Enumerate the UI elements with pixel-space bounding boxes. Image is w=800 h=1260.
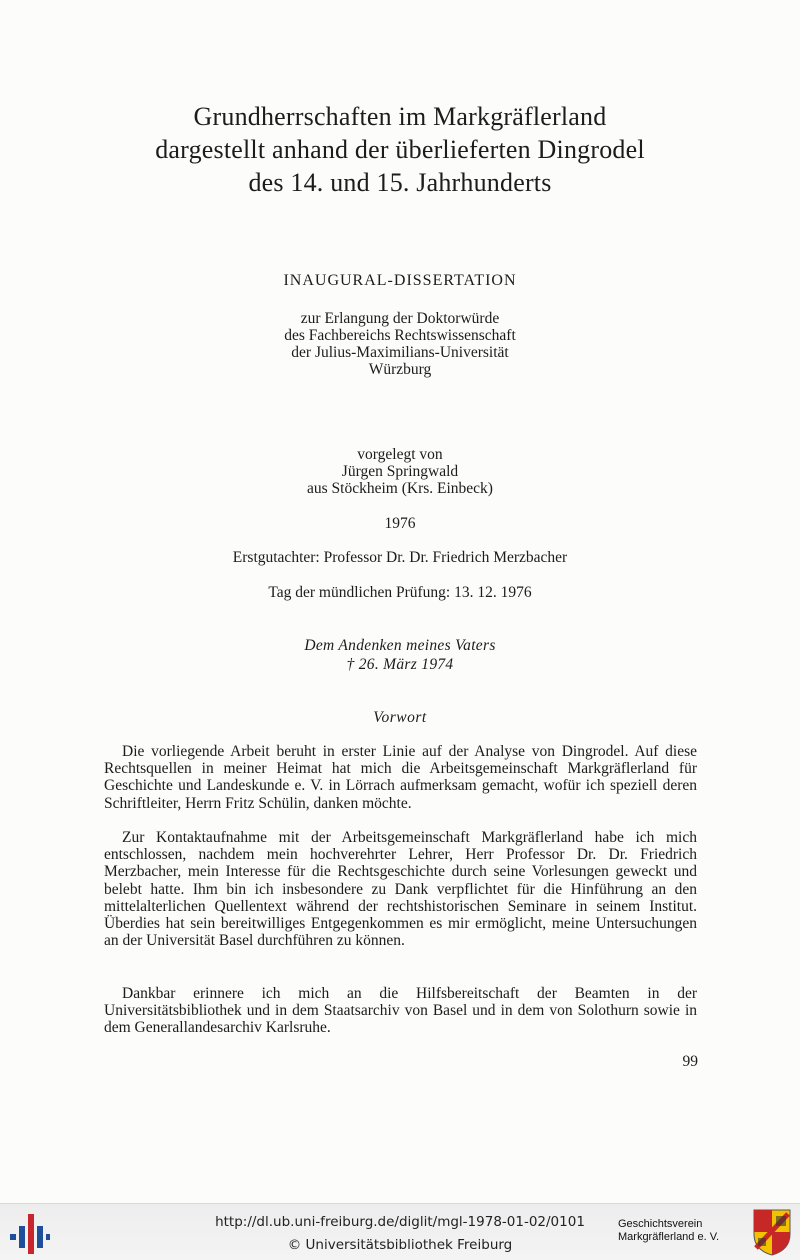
author-line-3: aus Stöckheim (Krs. Einbeck) (307, 480, 493, 497)
paragraph-text: Dankbar erinnere ich mich an die Hilfsbereitschaft der Beamten in der Universitätsbibliothek und in dem Staatsarchiv von Basel und in dem von Solothurn sowie in dem Generallandesarchiv Karlsruhe. (104, 985, 697, 1037)
author-line-1: vorgelegt von (357, 446, 443, 463)
society-line-2: Markgräflerland e. V. (618, 1231, 720, 1243)
degree-line-3: der Julius-Maximilians-Universität (291, 344, 509, 361)
coat-of-arms-icon (752, 1208, 792, 1256)
author-block (0, 446, 800, 497)
dedication-line-1: Dem Andenken meines Vaters (304, 637, 496, 654)
degree-info (0, 310, 800, 378)
degree-line-4: Würzburg (368, 361, 432, 378)
dedication-line-2: † 26. März 1974 (346, 656, 454, 673)
foreword-heading: Vorwort (373, 709, 427, 726)
foreword-paragraph-2 (104, 829, 697, 949)
paragraph-text: Zur Kontaktaufnahme mit der Arbeitsgemeinschaft Markgräflerland habe ich mich entschlossen, nachdem mein hochverehrter Lehrer, Herr Professor Dr. Dr. Friedrich Merzbacher, mein Interesse für die Rechtsgeschichte durch seine Vorlesungen geweckt und belebt hatte. Ihm bin ich insbesondere zu Dank verpflichtet für die Hinführung an den mittelalterlichen Quellentext während der rechtshistorischen Seminare in seinem Institut. Überdies hat sein bereitwilliges Entgegenkommen es mir ermöglicht, meine Untersuchungen an der Universität Basel durchführen zu können. (104, 829, 697, 950)
paragraph-text: Die vorliegende Arbeit beruht in erster Linie auf der Analyse von Dingrodel. Auf diese Rechtsquellen in meiner Heimat hat mich die Arbeitsgemeinschaft Markgräflerland für Geschichte und Landeskunde e. V. in Lörrach aufmerksam gemacht, wofür ich speziell deren Schriftleiter, Herrn Fritz Schülin, danken möchte. (104, 743, 697, 812)
degree-line-1: zur Erlangung der Doktorwürde (300, 310, 500, 327)
author-line-2: Jürgen Springwald (341, 463, 459, 480)
page-number: 99 (682, 1053, 698, 1070)
ub-freiburg-logo-icon[interactable] (10, 1212, 50, 1256)
year: 1976 (384, 515, 416, 532)
first-reviewer: Erstgutachter: Professor Dr. Dr. Friedrich Merzbacher (232, 549, 568, 566)
footer-bar (0, 1203, 800, 1260)
title-line-1: Grundherrschaften im Markgräflerland (193, 102, 607, 131)
document-url-link[interactable]: http://dl.ub.uni-freiburg.de/diglit/mgl-1978-01-02/0101 (215, 1214, 585, 1230)
dissertation-label: INAUGURAL-DISSERTATION (283, 272, 517, 289)
title-line-2: dargestellt anhand der überlieferten Dingrodel (155, 135, 645, 164)
copyright-text: © Universitätsbibliothek Freiburg (287, 1237, 513, 1253)
title-line-3: des 14. und 15. Jahrhunderts (248, 168, 552, 197)
exam-date: Tag der mündlichen Prüfung: 13. 12. 1976 (268, 584, 532, 601)
dedication (0, 636, 800, 674)
society-line-1: Geschichtsverein (618, 1218, 703, 1230)
foreword-paragraph-1 (104, 743, 697, 812)
degree-line-2: des Fachbereichs Rechtswissenschaft (284, 327, 516, 344)
document-title (0, 100, 800, 199)
society-name (618, 1218, 748, 1244)
foreword-paragraph-3 (104, 985, 697, 1037)
